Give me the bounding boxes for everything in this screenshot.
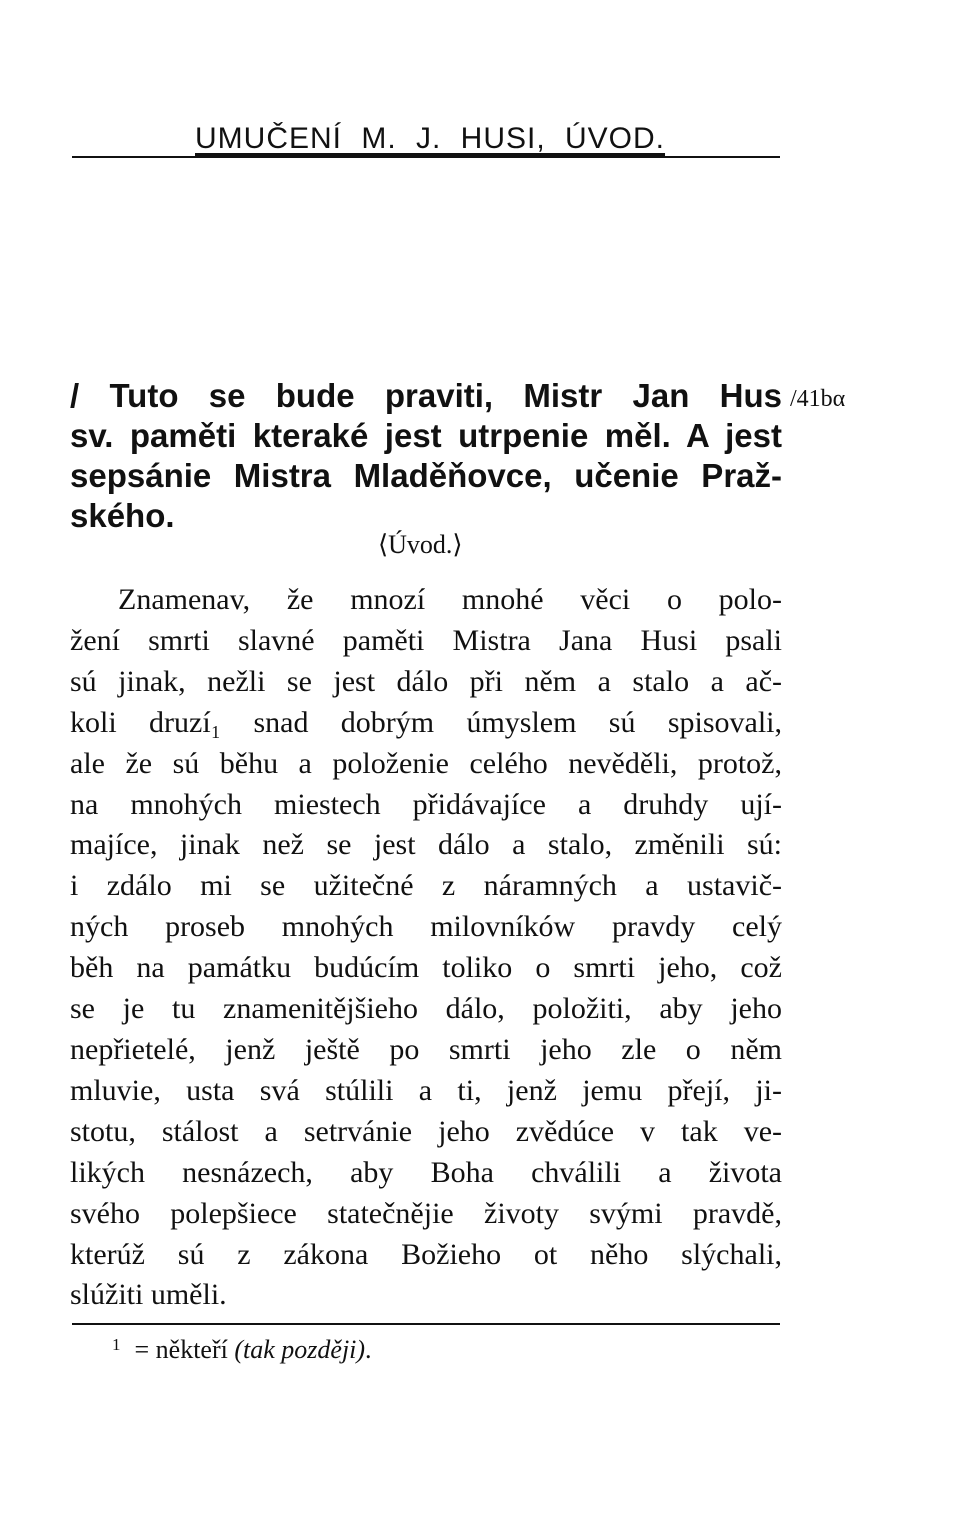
body-text	[70, 580, 782, 1316]
header-rule	[72, 156, 780, 158]
body-line: ných proseb mnohých milovníków pravdy celý	[70, 910, 782, 944]
title-line: sepsánie Mistra Mladěňovce, učenie Praž-	[70, 457, 782, 494]
body-line: svého polepšiece statečnějie životy svými pravdě,	[70, 1196, 782, 1230]
body-line: sú jinak, nežli se jest dálo při něm a stalo a ač-	[70, 664, 782, 698]
footnote-rule	[72, 1323, 780, 1325]
footnote-end: .	[365, 1335, 372, 1364]
body-line: se je tu znamenitějšieho dálo, položiti, aby jeho	[70, 992, 782, 1026]
section-label: ⟨Úvod.⟩	[378, 530, 463, 559]
body-line: na mnohých miestech přidávajíce a druhdy ují-	[70, 787, 782, 821]
title-line: / Tuto se bude praviti, Mistr Jan Hus	[70, 377, 782, 414]
body-line: slúžiti uměli.	[70, 1278, 227, 1312]
running-head: UMUČENÍ M. J. HUSI, ÚVOD.	[195, 122, 666, 155]
body-line: běh na památku budúcím toliko o smrti jeho, což	[70, 951, 782, 985]
chapter-title	[70, 376, 782, 536]
body-line: nepřietelé, jenž ještě po smrti jeho zle o něm	[70, 1032, 782, 1066]
body-line: majíce, jinak než se jest dálo a stalo, změnili sú:	[70, 828, 782, 862]
body-line: i zdálo mi se užitečné z náramných a ustavič-	[70, 869, 782, 903]
body-line: mluvie, usta svá stúlili a ti, jenž jemu přejí, ji-	[70, 1073, 782, 1107]
footnote	[112, 1335, 372, 1365]
folio-margin-note: /41bα	[790, 386, 846, 412]
body-line: Znamenav, že mnozí mnohé věci o polo-	[118, 583, 782, 616]
footnote-marker: 1	[112, 1335, 121, 1354]
body-line: likých nesnázech, aby Boha chválili a života	[70, 1155, 782, 1189]
footnote-text: = někteří	[134, 1335, 235, 1364]
title-line: sv. paměti kteraké jest utrpenie měl. A jest	[70, 417, 782, 454]
body-line: ale že sú běhu a položenie celého nevěděli, protož,	[70, 746, 782, 780]
footnote-italic: (tak později)	[234, 1335, 366, 1364]
body-line: žení smrti slavné paměti Mistra Jana Husi psali	[70, 623, 782, 657]
body-line: koli druzí₁ snad dobrým úmyslem sú spisovali,	[70, 705, 782, 739]
title-line: ského.	[70, 497, 175, 534]
body-line: stotu, stálost a setrvánie jeho zvědúce v tak ve-	[70, 1114, 782, 1148]
body-line: kterúž sú z zákona Božieho ot něho slýchali,	[70, 1237, 782, 1271]
